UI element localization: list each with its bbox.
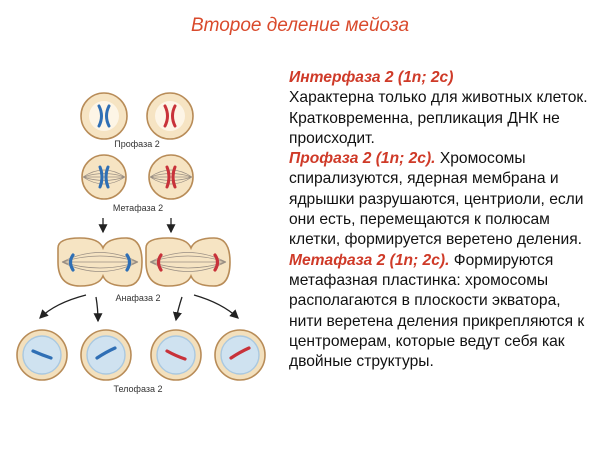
heading-metaphase-2: Метафаза 2 (1n; 2c). bbox=[289, 251, 450, 269]
heading-interphase-2: Интерфаза 2 (1n; 2c) bbox=[289, 69, 454, 86]
label-telophase-2: Телофаза 2 bbox=[113, 384, 163, 394]
section-interphase bbox=[289, 68, 593, 149]
section-prophase bbox=[289, 149, 593, 250]
telophase-cell-1 bbox=[17, 330, 67, 380]
prophase-cell-left bbox=[81, 93, 127, 139]
telophase-cell-2 bbox=[81, 330, 131, 380]
anaphase-cell-left bbox=[58, 238, 142, 286]
metaphase-cell-left bbox=[82, 155, 126, 199]
body-interphase-2: Характерна только для животных клеток. Кратковременна, репликация ДНК не происходит. bbox=[289, 89, 588, 147]
arrow-telo-3 bbox=[176, 297, 182, 320]
body-prophase-2: Хромосомы спирализуются, ядерная мембрана и ядрышки разрушаются, центриоли, если они есть, перемещаются к полюсам клетки, формируется веретено деления. bbox=[289, 150, 584, 249]
description-text bbox=[289, 68, 593, 372]
metaphase-cell-right bbox=[149, 155, 193, 199]
label-prophase-2: Профаза 2 bbox=[114, 139, 160, 149]
telophase-cell-4 bbox=[215, 330, 265, 380]
arrow-telo-1 bbox=[40, 295, 86, 318]
prophase-cell-right bbox=[147, 93, 193, 139]
section-metaphase bbox=[289, 251, 593, 373]
anaphase-cell-right bbox=[146, 238, 230, 286]
arrow-telo-2 bbox=[96, 297, 98, 321]
label-metaphase-2: Метафаза 2 bbox=[112, 203, 164, 213]
slide-title: Второе деление мейоза bbox=[190, 15, 410, 36]
body-metaphase-2: Формируются метафазная пластинка: хромосомы располагаются в плоскости экватора, нити веретена деления прикрепляются к центромерам, которые ведут себя как двойные структуры. bbox=[289, 251, 585, 371]
telophase-cell-3 bbox=[151, 330, 201, 380]
meiosis-diagram bbox=[0, 80, 282, 425]
heading-prophase-2: Профаза 2 (1n; 2c). bbox=[289, 150, 436, 168]
arrow-telo-4 bbox=[194, 295, 238, 318]
label-anaphase-2: Анафаза 2 bbox=[115, 293, 161, 303]
